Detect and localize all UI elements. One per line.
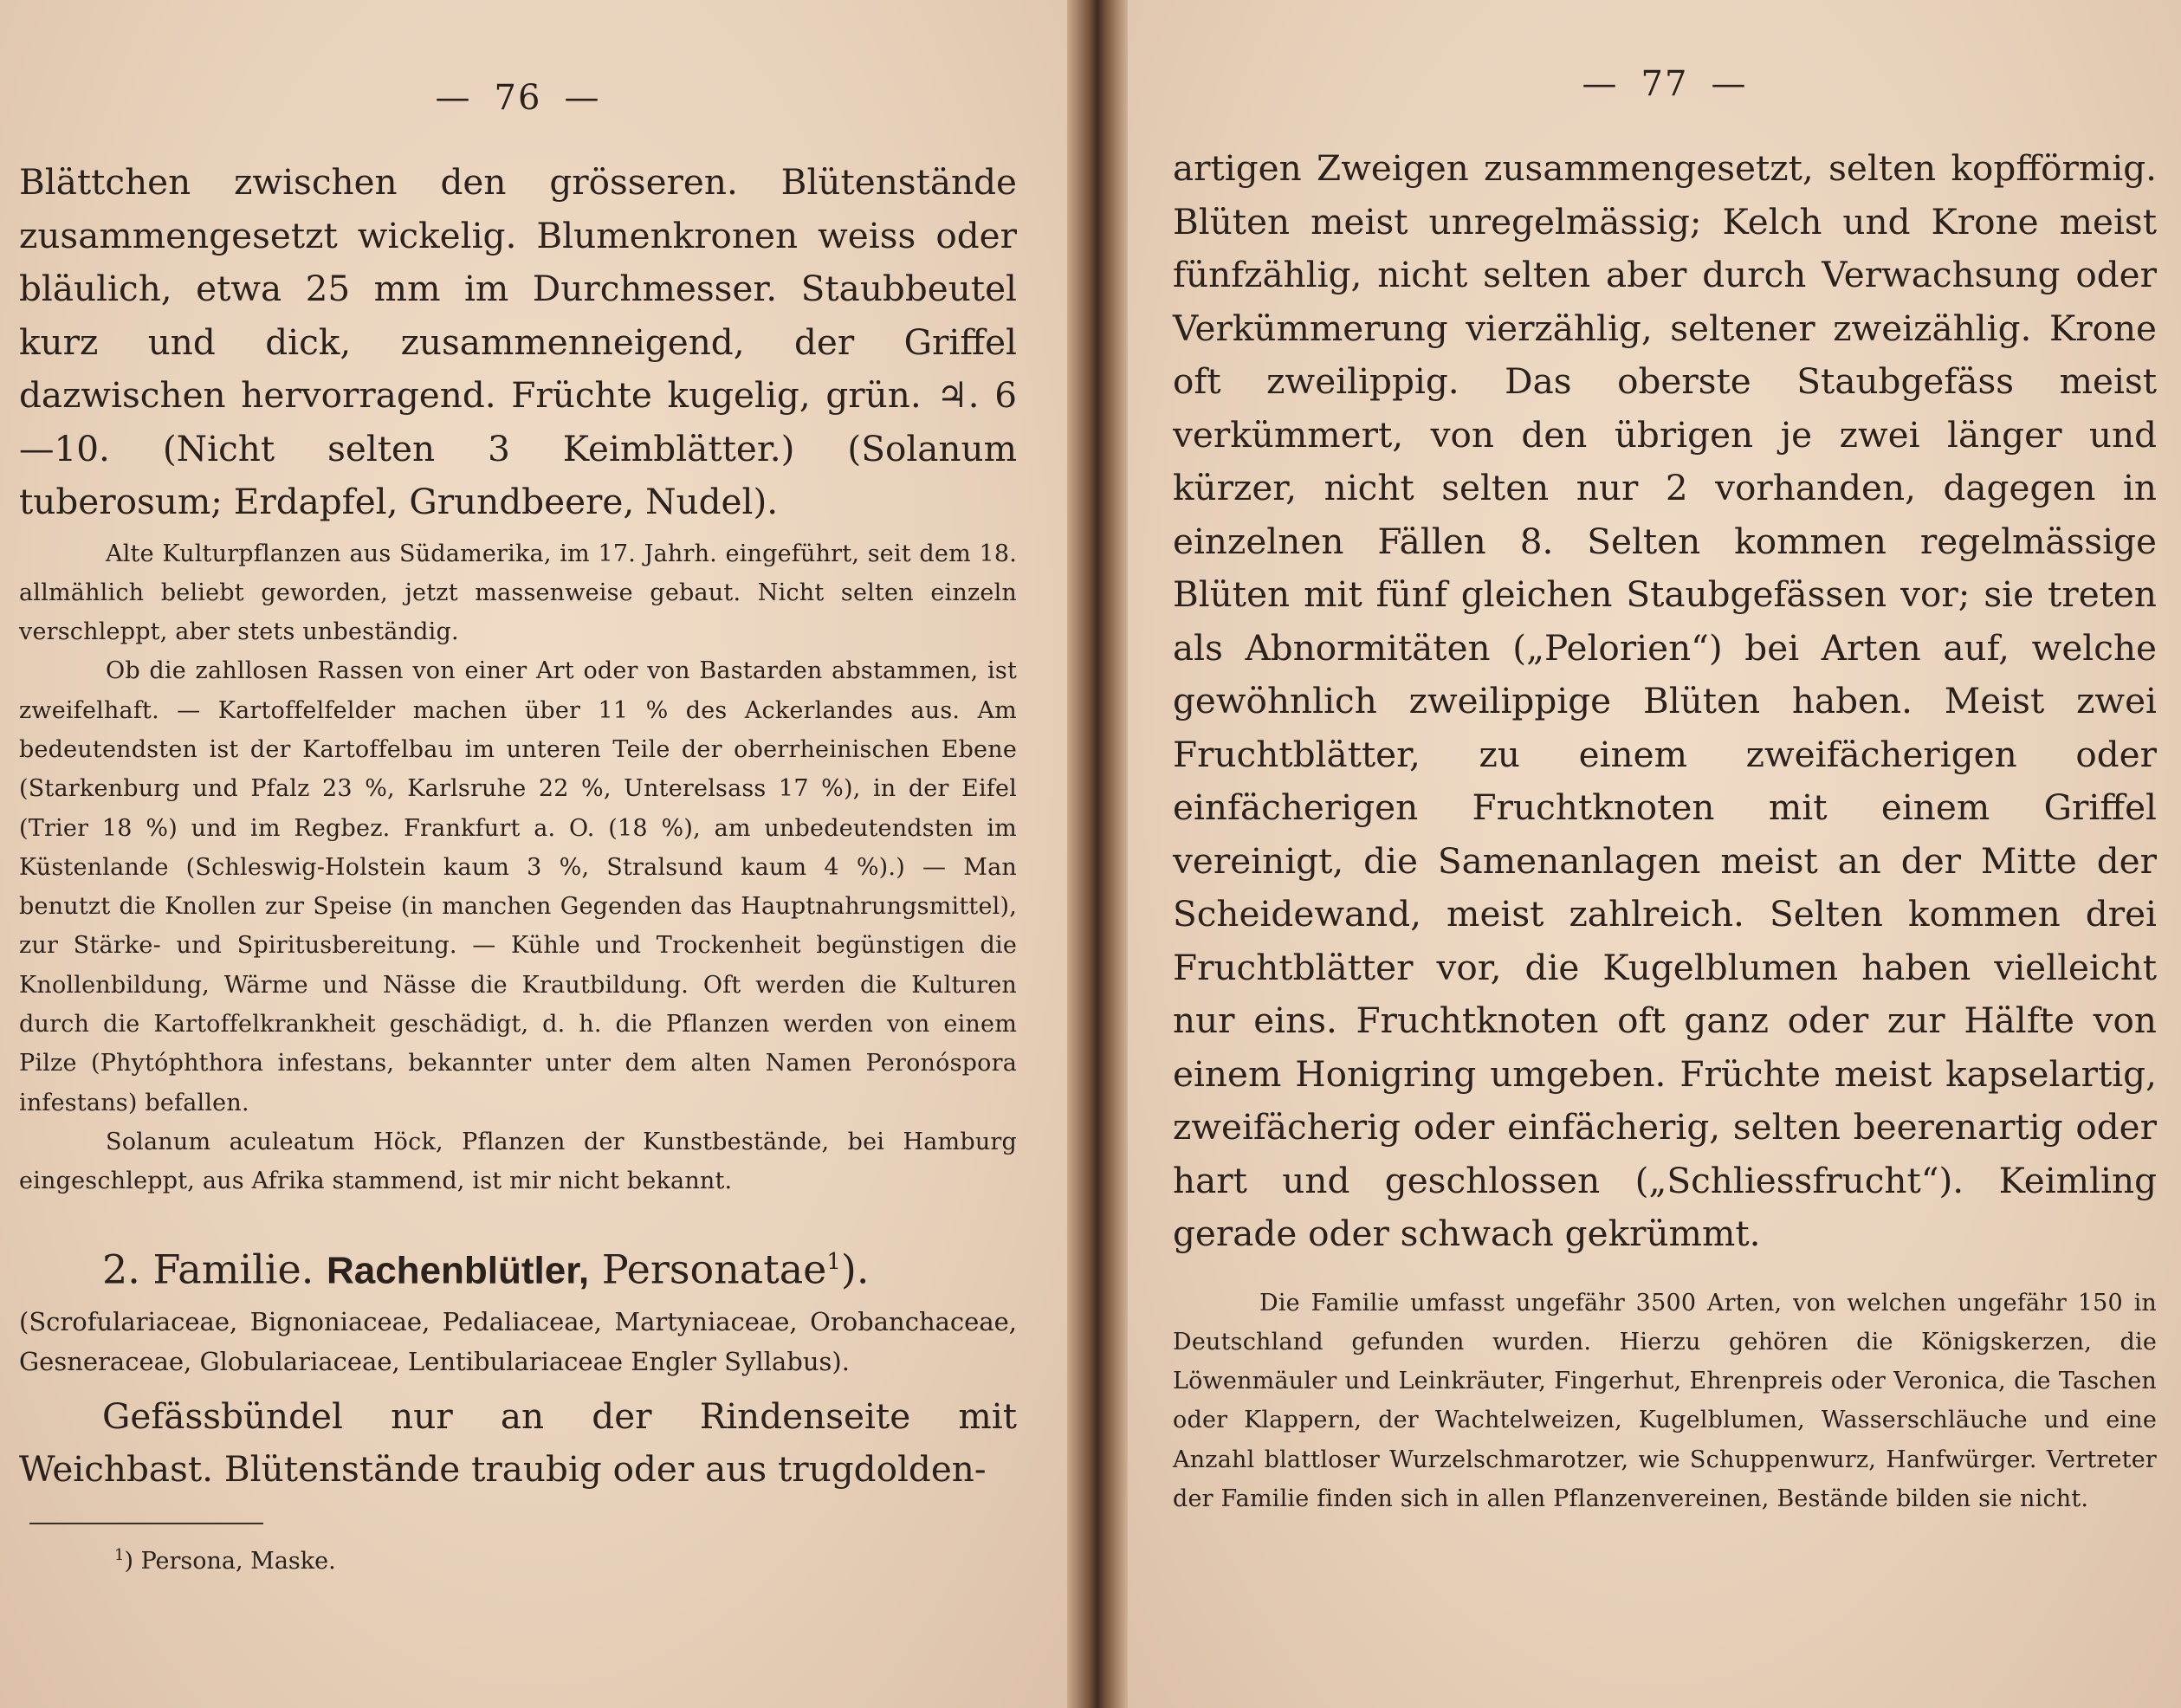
note-paragraph-2: Ob die zahllosen Rassen von einer Art oder von Bastarden abstammen, ist zweifelhaft. — Kartoffelfelder machen über 11 % des Ackerlandes aus. Am bedeutendsten ist der Kartoffelbau im unteren Teile der oberrheinischen Ebene (Starkenburg und Pfalz 23 %, Karlsruhe 22 %, Unterelsass 17 %), in der Eifel (Trier 18 %) und im Regbez. Frankfurt a. O. (18 %), am unbedeutendsten im Küstenlande (Schleswig-Holstein kaum 3 %, Stralsund kaum 4 %).) — Man benutzt die Knollen zur Speise (in manchen Gegenden das Hauptnahrungsmittel), zur Stärke- und Spiritusbereitung. — Kühle und Trockenheit begünstigen die Knollenbildung, Wärme und Nässe die Krautbildung. Oft werden die Kulturen durch die Kartoffelkrankheit geschädigt, d. h. die Pflanzen werden von einem Pilze (Phytóphthora infestans, bekannter unter dem alten Namen Peronóspora infestans) befallen.	[19, 657, 1017, 1116]
footnote	[114, 1538, 1017, 1579]
footnote-divider	[29, 1523, 263, 1524]
note-paragraph-3: Solanum aculeatum Höck, Pflanzen der Kunstbestände, bei Hamburg eingeschleppt, aus Afrika stammend, ist mir nicht bekannt.	[19, 1128, 1017, 1195]
page-number-left: — 76 —	[435, 78, 601, 118]
book-gutter	[1067, 0, 1128, 1708]
note-paragraph-4: Die Familie umfasst ungefähr 3500 Arten, von welchen ungefähr 150 in Deutschland gefunden wurden. Hierzu gehören die Königskerzen, die Löwenmäuler und Leinkräuter, Fingerhut, Ehrenpreis oder Veronica, die Taschen oder Klappern, der Wachtelweizen, Kugelblumen, Wasserschläuche und eine Anzahl blattloser Wurzelschmarotzer, wie Schuppenwurz, Hanfwürger. Vertreter der Familie finden sich in allen Pflanzenvereinen, Bestände bilden sie nicht.	[1173, 1289, 2157, 1512]
family-heading-end: ).	[840, 1245, 870, 1292]
family-name-german: Rachenblütler,	[326, 1248, 590, 1291]
footnote-text: ) Persona, Maske.	[124, 1547, 336, 1575]
main-paragraph-3: artigen Zweigen zusammengesetzt, selten kopfförmig. Blüten meist unregelmässig; Kelch und Krone meist fünfzählig, nicht selten aber durch Verwachsung oder Verkümmerung vierzählig, seltener zweizählig. Krone oft zweilippig. Das oberste Staubgefäss meist verkümmert, von den übrigen je zwei länger und kürzer, nicht selten nur 2 vorhanden, dagegen in einzelnen Fällen 8. Selten kommen regelmässige Blüten mit fünf gleichen Staubgefässen vor; sie treten als Abnormitäten („Pelorien“) bei Arten auf, welche gewöhnlich zweilippige Blüten haben. Meist zwei Fruchtblätter, zu einem zweifächerigen oder einfächerigen Fruchtknoten mit einem Griffel vereinigt, die Samenanlagen meist an der Mitte der Scheidewand, meist zahlreich. Selten kommen drei Fruchtblätter vor, die Kugelblumen haben vielleicht nur eins. Fruchtknoten oft ganz oder zur Hälfte von einem Honigring umgeben. Früchte meist kapselartig, zweifächerig oder einfächerig, selten beerenartig oder hart und geschlossen („Schliessfrucht“). Keimling gerade oder schwach gekrümmt.	[1173, 147, 2157, 1254]
left-page	[0, 0, 1067, 1708]
note-paragraph-1: Alte Kulturpflanzen aus Südamerika, im 17. Jahrh. eingeführt, seit dem 18. allmählich beliebt geworden, jetzt massenweise gebaut. Nicht selten einzeln verschleppt, aber stets unbeständig.	[19, 540, 1017, 646]
footnote-marker: 1	[826, 1248, 841, 1275]
family-name-latin: Personatae	[601, 1245, 827, 1292]
family-number: 2. Familie.	[102, 1245, 314, 1292]
page-number-text: 77	[1641, 64, 1689, 104]
family-synonyms: (Scrofulariaceae, Bignoniaceae, Pedaliaceae, Martyniaceae, Orobanchaceae, Gesneraceae, Globulariaceae, Lentibulariaceae Engler Syllabus).	[19, 1306, 1017, 1376]
footnote-number: 1	[114, 1545, 125, 1564]
page-number-right: — 77 —	[1582, 64, 1748, 104]
right-page	[1128, 0, 2181, 1708]
page-number-text: 76	[494, 78, 542, 118]
main-paragraph-2: Gefässbündel nur an der Rindenseite mit Weichbast. Blütenstände traubig oder aus trugdolden-	[19, 1394, 1017, 1491]
family-heading	[19, 1236, 1017, 1297]
main-paragraph-1: Blättchen zwischen den grösseren. Blütenstände zusammengesetzt wickelig. Blumenkronen weiss oder bläulich, etwa 25 mm im Durchmesser. Staubbeutel kurz und dick, zusammenneigend, der Griffel dazwischen hervorragend. Früchte kugelig, grün. ♃. 6—10. (Nicht selten 3 Keimblätter.) (Solanum tuberosum; Erdapfel, Grundbeere, Nudel).	[19, 161, 1017, 522]
